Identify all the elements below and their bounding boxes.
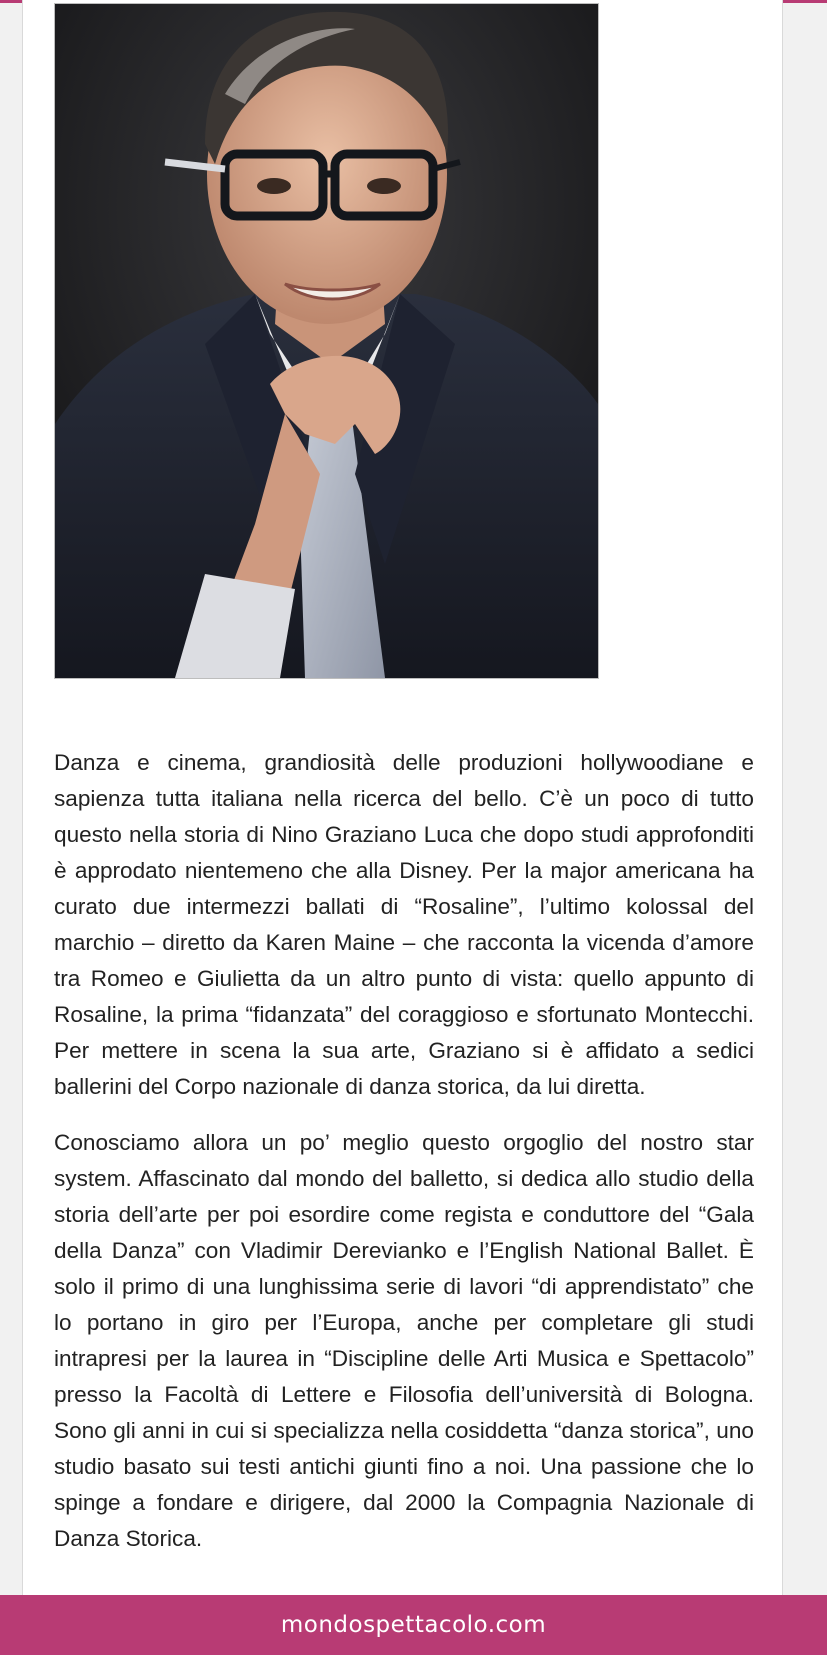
article-body	[54, 745, 754, 1577]
footer-bar	[0, 1595, 827, 1655]
article-paragraph-1: Danza e cinema, grandiosità delle produzioni hollywoodiane e sapienza tutta italiana nella ricerca del bello. C’è un poco di tutto questo nella storia di Nino Graziano Luca che dopo studi approfonditi è approdato nientemeno che alla Disney. Per la major americana ha curato due intermezzi ballati di “Rosaline”, l’ultimo kolossal del marchio – diretto da Karen Maine – che racconta la vicenda d’amore tra Romeo e Giulietta da un altro punto di vista: quello appunto di Rosaline, la prima “fidanzata” del coraggioso e sfortunato Montecchi. Per mettere in scena la sua arte, Graziano si è affidato a sedici ballerini del Corpo nazionale di danza storica, da lui diretta.	[54, 750, 754, 1099]
footer-domain-link[interactable]: mondospettacolo.com	[280, 1612, 547, 1638]
portrait-photo	[54, 3, 599, 679]
article-page	[22, 0, 783, 1655]
article-paragraph-2: Conosciamo allora un po’ meglio questo orgoglio del nostro star system. Affascinato dal mondo del balletto, si dedica allo studio della storia dell’arte per poi esordire come regista e conduttore del “Gala della Danza” con Vladimir Derevianko e l’English National Ballet. È solo il primo di una lunghissima serie di lavori “di apprendistato” che lo portano in giro per l’Europa, anche per completare gli studi intrapresi per la laurea in “Discipline delle Arti Musica e Spettacolo” presso la Facoltà di Lettere e Filosofia dell’università di Bologna. Sono gli anni in cui si specializza nella cosiddetta “danza storica”, uno studio basato sui testi antichi giunti fino a noi. Una passione che lo spinge a fondare e dirigere, dal 2000 la Compagnia Nazionale di Danza Storica.	[54, 1130, 754, 1551]
